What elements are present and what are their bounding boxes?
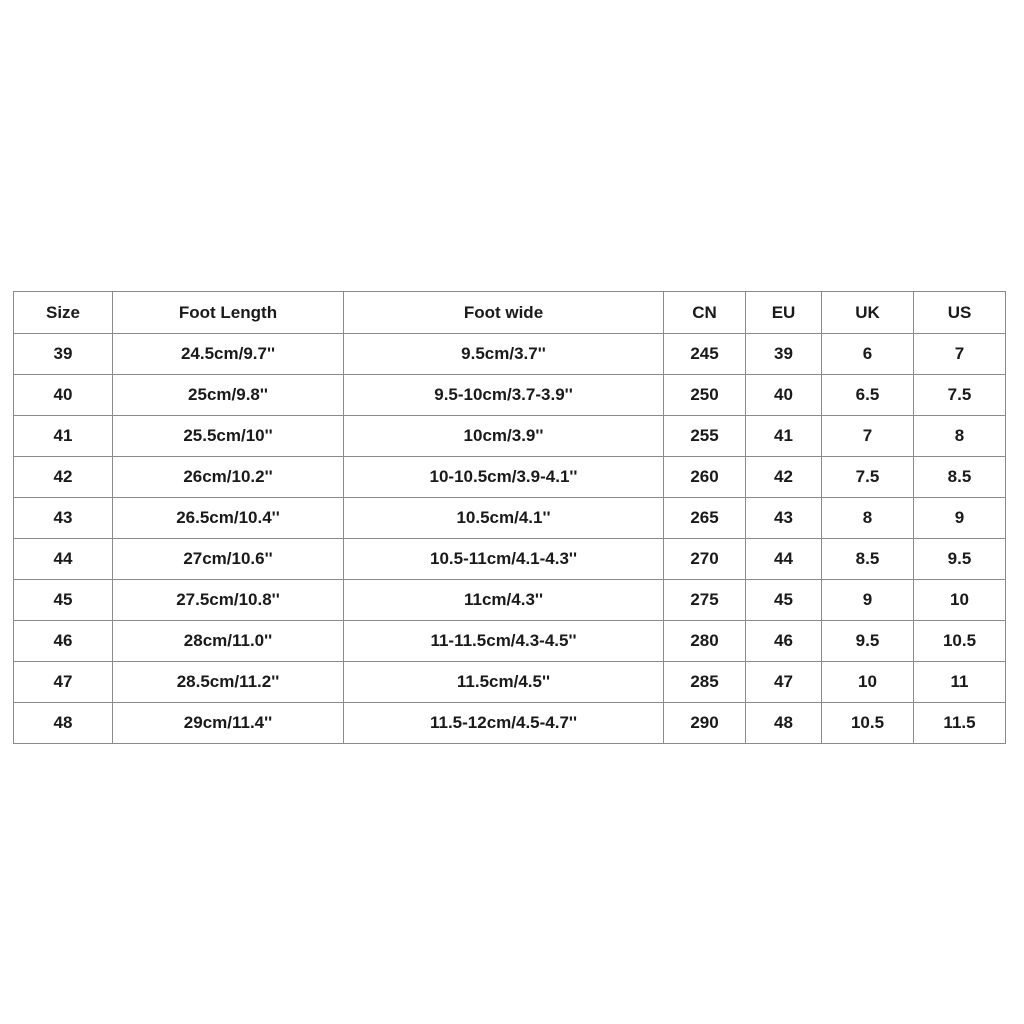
cell-uk: 10.5: [822, 703, 914, 744]
cell-foot-wide: 10.5cm/4.1'': [344, 498, 664, 539]
cell-eu: 46: [746, 621, 822, 662]
cell-eu: 47: [746, 662, 822, 703]
header-foot-wide: Foot wide: [344, 292, 664, 334]
cell-cn: 270: [664, 539, 746, 580]
table-row: [14, 662, 1006, 703]
cell-eu: 44: [746, 539, 822, 580]
cell-cn: 285: [664, 662, 746, 703]
table-row: [14, 334, 1006, 375]
header-size: Size: [14, 292, 113, 334]
cell-eu: 45: [746, 580, 822, 621]
table-row: [14, 580, 1006, 621]
cell-cn: 290: [664, 703, 746, 744]
size-chart-table: [13, 291, 1006, 744]
cell-size: 46: [14, 621, 113, 662]
cell-size: 42: [14, 457, 113, 498]
cell-foot-length: 25.5cm/10'': [113, 416, 344, 457]
cell-foot-wide: 9.5cm/3.7'': [344, 334, 664, 375]
cell-uk: 9.5: [822, 621, 914, 662]
cell-cn: 245: [664, 334, 746, 375]
cell-cn: 265: [664, 498, 746, 539]
cell-size: 47: [14, 662, 113, 703]
cell-foot-length: 26cm/10.2'': [113, 457, 344, 498]
cell-foot-wide: 11-11.5cm/4.3-4.5'': [344, 621, 664, 662]
table-row: [14, 621, 1006, 662]
cell-cn: 275: [664, 580, 746, 621]
cell-size: 45: [14, 580, 113, 621]
header-foot-length: Foot Length: [113, 292, 344, 334]
cell-foot-length: 26.5cm/10.4'': [113, 498, 344, 539]
table-row: [14, 539, 1006, 580]
table-row: [14, 457, 1006, 498]
cell-foot-wide: 10.5-11cm/4.1-4.3'': [344, 539, 664, 580]
cell-size: 41: [14, 416, 113, 457]
cell-uk: 7: [822, 416, 914, 457]
cell-size: 40: [14, 375, 113, 416]
cell-uk: 6.5: [822, 375, 914, 416]
header-row: [14, 292, 1006, 334]
cell-eu: 43: [746, 498, 822, 539]
cell-us: 7.5: [914, 375, 1006, 416]
cell-cn: 250: [664, 375, 746, 416]
cell-us: 8: [914, 416, 1006, 457]
cell-uk: 9: [822, 580, 914, 621]
header-us: US: [914, 292, 1006, 334]
cell-foot-wide: 10cm/3.9'': [344, 416, 664, 457]
cell-uk: 8: [822, 498, 914, 539]
cell-eu: 39: [746, 334, 822, 375]
cell-us: 9: [914, 498, 1006, 539]
header-eu: EU: [746, 292, 822, 334]
cell-foot-wide: 10-10.5cm/3.9-4.1'': [344, 457, 664, 498]
cell-us: 10.5: [914, 621, 1006, 662]
cell-foot-length: 25cm/9.8'': [113, 375, 344, 416]
table-row: [14, 498, 1006, 539]
cell-uk: 7.5: [822, 457, 914, 498]
cell-foot-wide: 11.5cm/4.5'': [344, 662, 664, 703]
cell-size: 44: [14, 539, 113, 580]
cell-eu: 48: [746, 703, 822, 744]
cell-uk: 8.5: [822, 539, 914, 580]
table-row: [14, 703, 1006, 744]
cell-cn: 255: [664, 416, 746, 457]
cell-us: 11: [914, 662, 1006, 703]
cell-foot-wide: 11.5-12cm/4.5-4.7'': [344, 703, 664, 744]
cell-size: 48: [14, 703, 113, 744]
cell-uk: 6: [822, 334, 914, 375]
cell-foot-length: 24.5cm/9.7'': [113, 334, 344, 375]
cell-uk: 10: [822, 662, 914, 703]
cell-foot-length: 28cm/11.0'': [113, 621, 344, 662]
table-row: [14, 416, 1006, 457]
cell-eu: 40: [746, 375, 822, 416]
cell-foot-length: 29cm/11.4'': [113, 703, 344, 744]
cell-foot-length: 27cm/10.6'': [113, 539, 344, 580]
cell-foot-wide: 9.5-10cm/3.7-3.9'': [344, 375, 664, 416]
cell-us: 7: [914, 334, 1006, 375]
cell-cn: 260: [664, 457, 746, 498]
header-cn: CN: [664, 292, 746, 334]
cell-foot-length: 27.5cm/10.8'': [113, 580, 344, 621]
cell-size: 39: [14, 334, 113, 375]
cell-us: 8.5: [914, 457, 1006, 498]
cell-size: 43: [14, 498, 113, 539]
cell-us: 9.5: [914, 539, 1006, 580]
cell-eu: 42: [746, 457, 822, 498]
cell-eu: 41: [746, 416, 822, 457]
header-uk: UK: [822, 292, 914, 334]
cell-us: 10: [914, 580, 1006, 621]
table-row: [14, 375, 1006, 416]
cell-foot-wide: 11cm/4.3'': [344, 580, 664, 621]
cell-cn: 280: [664, 621, 746, 662]
cell-foot-length: 28.5cm/11.2'': [113, 662, 344, 703]
cell-us: 11.5: [914, 703, 1006, 744]
